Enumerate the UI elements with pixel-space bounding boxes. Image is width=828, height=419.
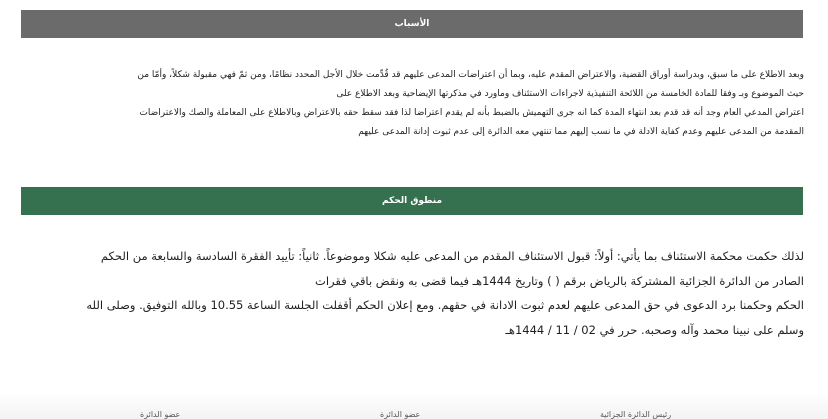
reasons-paragraph xyxy=(22,66,804,142)
verdict-line: وسلم على نبينا محمد وآله وصحبه. حرر في 02 / 11 / 1444هـ xyxy=(505,322,804,337)
signature-member-1: عضو الدائرة xyxy=(140,410,181,419)
verdict-line: الحكم وحكمنا برد الدعوى في حق المدعى عليهم لعدم ثبوت الادانة في حقهم. ومع إعلان الحكم أقفلت الجلسة الساعة 10.55 وبالله التوفيق. وصلى الله xyxy=(86,298,804,312)
signature-chair: رئيس الدائرة الجزائية xyxy=(600,410,672,419)
verdict-paragraph xyxy=(22,244,804,342)
reasons-line: اعتراض المدعي العام وجد أنه قد قدم بعد انتهاء المدة كما انه جرى التهميش بالضبط بأنه لم يقدم اعتراضا لذا فقد سقط حقه بالاعتراض وبالاطلاع على المعاملة والصك والاعتراضات xyxy=(139,108,804,118)
reasons-header xyxy=(21,10,803,38)
signature-member-2: عضو الدائرة xyxy=(380,410,421,419)
verdict-line: لذلك حكمت محكمة الاستئناف بما يأتي: أولاً: قبول الاستئناف المقدم من المدعى عليه شكلا وموضوعاً. ثانياً: تأييد الفقرة السادسة والسابعة من الحكم xyxy=(100,249,804,263)
verdict-line: الصادر من الدائرة الجزائية المشتركة بالرياض برقم ( ) وتاريخ 1444هـ فيما قضى به ونقض باقي فقرات xyxy=(315,273,804,288)
reasons-line: وبعد الاطلاع على ما سبق، وبدراسة أوراق القضية، والاعتراض المقدم عليه، وبما أن اعتراضات المدعى عليهم قد قُدِّمت خلال الأجل المحدد نظامًا، ومن ثمّ فهي مقبولة شكلاً، وأمّا من xyxy=(137,70,804,80)
verdict-title: منطوق الحكم xyxy=(381,196,443,206)
reasons-line: حيث الموضوع وبـ وفقا للمادة الخامسة من اللائحة التنفيذية لاجراءات الاستئناف وماورد في مذكرتها الإيضاحية وبعد الاطلاع على xyxy=(336,89,804,99)
verdict-header xyxy=(21,187,803,215)
reasons-line: المقدمة من المدعى عليهم وعدم كفاية الادلة في ما نسب إليهم مما تنتهي معه الدائرة إلى عدم ثبوت إدانة المدعى عليهم xyxy=(358,127,804,137)
reasons-title: الأسباب xyxy=(394,19,430,29)
